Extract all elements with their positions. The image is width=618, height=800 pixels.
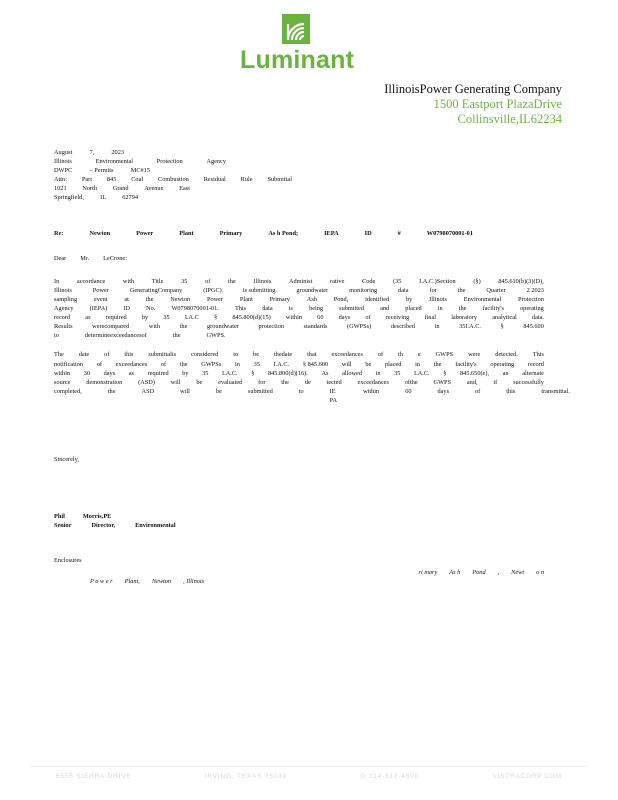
word: required: [105, 314, 127, 322]
word: of: [104, 351, 110, 359]
logo: [240, 14, 355, 74]
word: this: [506, 387, 516, 395]
word: 845.800(d)(16).: [267, 369, 308, 377]
logo-wordmark: Luminant: [240, 46, 355, 74]
word: IE PA: [329, 387, 338, 404]
word: exceedances: [115, 360, 148, 368]
enclosure-line-1-words: [419, 569, 544, 576]
word: will: [180, 387, 190, 395]
word: (IPGC): [203, 286, 222, 294]
word: Residual: [203, 176, 226, 184]
word: In: [54, 277, 60, 285]
word: Primary: [219, 229, 243, 237]
word: IL: [100, 194, 107, 202]
word: de: [304, 378, 311, 386]
word: Title: [151, 277, 164, 285]
word: the: [281, 378, 289, 386]
footer-city: IRVING, TEXAS 75039: [204, 773, 287, 780]
word: Code: [362, 277, 376, 285]
word: to: [54, 332, 59, 340]
signer-title: [54, 521, 544, 530]
word: I.A.C.)Section: [419, 277, 456, 285]
company-name: IllinoisPower Generating Company: [384, 82, 562, 96]
word: Protection: [518, 295, 544, 303]
word: in: [415, 360, 421, 368]
word: 845.600: [523, 323, 544, 331]
word: analytical: [492, 314, 517, 322]
word: exceedances: [357, 378, 389, 386]
word: detected.: [495, 351, 518, 359]
word: an: [502, 369, 509, 377]
word: in: [434, 323, 440, 331]
word: Pond,: [333, 295, 349, 303]
paragraph-line: [54, 322, 544, 331]
word: 7,: [89, 149, 95, 156]
word: event: [93, 295, 108, 303]
word: to: [298, 387, 304, 395]
word: LeCrone:: [103, 254, 127, 262]
word: Pond: [472, 569, 486, 576]
word: data: [262, 305, 273, 313]
word: Re:: [54, 229, 64, 237]
word: The: [54, 351, 64, 359]
word: 30: [83, 369, 90, 377]
word: I.A.C: [184, 314, 199, 322]
word: allowed: [342, 369, 363, 377]
word: This: [532, 351, 544, 359]
word: sampling: [54, 295, 78, 303]
enclosure-line-1: [54, 568, 544, 577]
word: Grand: [112, 185, 129, 193]
word: o n: [536, 569, 544, 576]
paragraph-line: [54, 378, 544, 387]
paragraph-line: [54, 369, 544, 378]
word: Avenue: [144, 185, 164, 193]
word: Illinois: [54, 158, 72, 166]
word: Director,: [91, 522, 116, 530]
word: Newton: [170, 295, 191, 303]
word: I.A.C.: [414, 369, 430, 377]
word: in: [437, 305, 443, 313]
word: 62794: [122, 194, 138, 202]
word: the: [458, 305, 467, 313]
word: ID: [123, 305, 131, 313]
word: days: [103, 369, 116, 377]
word: (§): [473, 277, 481, 285]
word: the: [172, 332, 181, 340]
word: Results: [54, 323, 73, 331]
word: Environmental: [135, 522, 176, 530]
paragraph-line: [54, 286, 544, 295]
word: ASD: [141, 387, 155, 395]
signature-block: [54, 512, 544, 530]
word: at: [124, 295, 129, 303]
word: Administ: [288, 277, 313, 285]
word: within: [285, 314, 302, 322]
word: will: [170, 378, 181, 386]
word: GWPS: [433, 378, 452, 386]
word: Agency: [54, 305, 74, 313]
word: be: [215, 387, 222, 395]
word: , Illinois: [183, 578, 205, 585]
word: 60: [405, 387, 412, 395]
word: identified: [365, 295, 390, 303]
word: this: [124, 351, 134, 359]
word: were: [468, 351, 481, 359]
word: GeneratingCompany: [129, 286, 183, 294]
word: Submittal: [267, 176, 292, 184]
word: of: [377, 351, 384, 359]
re-line-words: [54, 229, 544, 238]
word: werecompared: [92, 323, 130, 331]
word: IEPA: [324, 229, 339, 237]
word: for: [429, 286, 437, 294]
word: §: [251, 369, 255, 377]
word: be: [365, 360, 372, 368]
word: W0798070001-01.: [171, 305, 219, 313]
word: 35: [181, 277, 188, 285]
signer-name: [54, 512, 544, 521]
word: laboratory: [451, 314, 478, 322]
word: the: [433, 360, 442, 368]
word: by: [406, 295, 413, 303]
paragraph-line: [54, 360, 544, 369]
word: considered: [190, 351, 219, 359]
closing: Sincerely,: [54, 455, 79, 463]
salutation: [54, 254, 544, 263]
word: Senior: [54, 522, 72, 530]
paragraph-line: [54, 304, 544, 313]
word: placed: [405, 305, 422, 313]
word: the: [228, 277, 236, 285]
word: DWPC: [54, 167, 73, 175]
word: 2023: [111, 149, 124, 156]
word: Plant: [179, 229, 194, 237]
word: date: [78, 351, 90, 359]
word: and: [380, 305, 390, 313]
city-line: [54, 193, 138, 202]
word: required: [147, 369, 169, 377]
word: submittalis: [148, 351, 177, 359]
word: Attn:: [54, 176, 67, 184]
word: as: [85, 314, 91, 322]
word: standards: [303, 323, 328, 331]
word: 60: [317, 314, 324, 322]
word: 845: [106, 176, 117, 184]
word: thedate: [273, 351, 293, 359]
word: – Permits: [89, 167, 114, 175]
word: P o w e r: [90, 578, 113, 585]
word: August: [54, 149, 73, 156]
paragraph-1: [54, 277, 544, 341]
re-line: [54, 229, 544, 238]
word: determineexceedancesof: [84, 332, 147, 340]
word: the: [145, 295, 154, 303]
word: of: [365, 314, 371, 322]
word: is: [288, 305, 293, 313]
word: Springfield,: [54, 194, 84, 202]
paragraph-line: [54, 387, 570, 405]
word: source: [54, 378, 71, 386]
word: protection: [258, 323, 284, 331]
word: 35: [163, 314, 170, 322]
footer: [30, 766, 588, 780]
word: days: [338, 314, 351, 322]
word: §: [443, 369, 447, 377]
word: ri mary: [418, 569, 438, 576]
word: record: [527, 360, 544, 368]
word: exceedances: [331, 351, 363, 359]
word: Power: [136, 229, 154, 237]
word: Protection: [156, 158, 183, 166]
word: successfully: [513, 378, 544, 386]
word: Newton: [151, 578, 172, 585]
word: Plant,: [124, 578, 140, 585]
word: 35: [394, 369, 401, 377]
paragraph-line: [54, 295, 544, 304]
word: I.A.C.: [273, 360, 290, 368]
word: As: [321, 369, 329, 377]
word: if: [493, 378, 498, 386]
word: Illinois: [253, 277, 272, 285]
luminant-arc-icon: [282, 14, 310, 44]
word: described: [390, 323, 415, 331]
word: within: [54, 369, 71, 377]
word: rative: [330, 277, 345, 285]
word: the: [457, 286, 466, 294]
word: facility's: [482, 305, 504, 313]
word: with: [148, 323, 161, 331]
word: Environmental: [463, 295, 502, 303]
paragraph-line: [54, 350, 544, 359]
word: As h: [449, 569, 461, 576]
word: record: [54, 314, 71, 322]
word: 845.610(b)(3)(D),: [498, 277, 544, 285]
word: I.A.C.: [222, 369, 238, 377]
paragraph-line: [54, 331, 544, 340]
word: of: [205, 277, 211, 285]
word: with: [122, 277, 135, 285]
word: Plant: [239, 295, 253, 303]
word: Newt: [511, 569, 525, 576]
word: be: [196, 378, 203, 386]
word: Dear: [54, 254, 67, 262]
word: MC#15: [130, 167, 150, 175]
word: North: [82, 185, 98, 193]
word: (GWPSs): [347, 323, 372, 331]
agency-line: [54, 157, 226, 166]
word: 845.650(e),: [460, 369, 490, 377]
word: GWPSs: [201, 360, 222, 368]
word: evaluated: [218, 378, 243, 386]
date-line: [54, 148, 124, 157]
word: ,: [497, 569, 500, 576]
word: Newton: [89, 229, 111, 237]
word: Phil: [54, 513, 65, 521]
word: tected: [326, 378, 342, 386]
word: Quarter: [486, 286, 506, 294]
recipient-block: [54, 148, 304, 203]
word: will: [341, 360, 352, 368]
word: groundwater: [296, 286, 329, 294]
word: Illinois: [429, 295, 447, 303]
word: Environmental: [95, 158, 134, 166]
footer-address: 6555 SIERRA DRIVE: [56, 773, 132, 780]
word: 845.800(d)(15): [232, 314, 271, 322]
word: Mr.: [80, 254, 90, 262]
word: final: [424, 314, 436, 322]
word: data.: [531, 314, 544, 322]
word: operating: [520, 305, 544, 313]
word: East: [179, 185, 190, 193]
salutation-words: [54, 254, 544, 263]
word: Coal: [131, 176, 144, 184]
word: 2 2023: [526, 286, 544, 294]
word: ID: [364, 229, 372, 237]
word: Ash: [306, 295, 317, 303]
word: to: [233, 351, 239, 359]
word: 35: [253, 360, 260, 368]
word: submitted: [247, 387, 273, 395]
paragraph-line: [54, 277, 544, 286]
word: groundwater: [207, 323, 239, 331]
word: 35I.A.C.: [459, 323, 481, 331]
word: Part: [81, 176, 92, 184]
word: (35: [393, 277, 402, 285]
word: Power: [206, 295, 224, 303]
enclosures-label: Enclosures: [54, 557, 82, 565]
word: (IEPA): [89, 305, 108, 313]
word: demonstration: [86, 378, 123, 386]
word: § 845.600: [302, 360, 329, 368]
word: 1021: [54, 185, 67, 193]
paragraph-line: [54, 313, 544, 322]
word: for: [258, 378, 266, 386]
word: that: [307, 351, 317, 359]
word: #: [397, 229, 401, 237]
word: by: [141, 314, 149, 322]
attn-line: [54, 175, 292, 184]
word: the: [107, 387, 116, 395]
word: Power: [92, 286, 109, 294]
word: 35: [202, 369, 209, 377]
word: the: [179, 360, 188, 368]
word: notification: [54, 360, 84, 368]
word: days: [437, 387, 450, 395]
word: within: [363, 387, 380, 395]
word: §: [500, 323, 504, 331]
street-line: [54, 184, 190, 193]
word: by: [182, 369, 189, 377]
word: This: [234, 305, 247, 313]
word: being: [309, 305, 324, 313]
word: (ASD): [138, 378, 155, 386]
word: Illinois: [54, 286, 72, 294]
footer-phone: O 214-812-4600: [360, 773, 419, 780]
word: in: [375, 369, 381, 377]
word: monitoring: [349, 286, 378, 294]
word: Morris,PE: [82, 513, 112, 521]
word: of: [475, 387, 481, 395]
word: is submitting: [242, 286, 276, 294]
enclosure-detail: [54, 568, 544, 586]
letter-body: [54, 148, 570, 565]
word: W0798070001-01: [426, 229, 473, 237]
word: and,: [466, 378, 478, 386]
word: Rule: [240, 176, 253, 184]
word: be: [253, 351, 259, 359]
word: ofthe: [404, 378, 418, 386]
paragraph-2: [54, 350, 570, 405]
company-street: 1500 Eastport PlazaDrive: [433, 97, 562, 111]
word: transmittal.: [541, 387, 570, 395]
word: e: [417, 351, 421, 359]
word: th: [398, 351, 403, 359]
word: in: [234, 360, 240, 368]
company-city: Collinsville,IL62234: [457, 112, 562, 126]
word: operating: [490, 360, 515, 368]
word: Agency: [206, 158, 226, 166]
word: As h Pond;: [268, 229, 299, 237]
footer-website: VISTRACORP.COM: [492, 773, 562, 780]
word: receiving: [385, 314, 410, 322]
word: submitted: [339, 305, 364, 313]
word: accordance: [76, 277, 106, 285]
word: Primary: [269, 295, 290, 303]
word: placed: [385, 360, 402, 368]
company-address: [384, 82, 562, 127]
word: alternate: [522, 369, 544, 377]
word: as: [128, 369, 135, 377]
word: data: [398, 286, 409, 294]
enclosure-line-2: [54, 577, 544, 586]
word: of: [160, 360, 167, 368]
enclosure-line-2-words: [90, 578, 204, 585]
word: of: [96, 360, 102, 368]
word: GWPS: [435, 351, 454, 359]
word: completed,: [54, 387, 82, 395]
word: Combustion: [158, 176, 189, 184]
word: §: [214, 314, 218, 322]
division-line: [54, 166, 150, 175]
word: facility's: [455, 360, 477, 368]
word: the: [179, 323, 188, 331]
word: No.: [146, 305, 156, 313]
word: GWPS.: [206, 332, 226, 340]
